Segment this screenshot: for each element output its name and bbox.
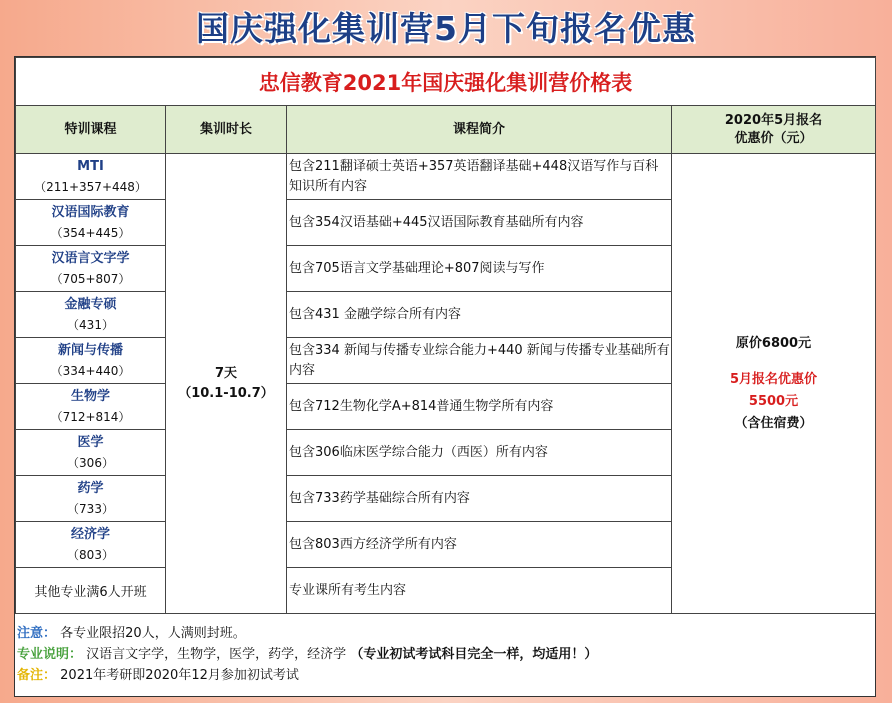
header-price [672,106,876,154]
course-cell [16,522,166,568]
course-code: （803） [67,547,114,562]
course-code: （211+357+448） [34,179,147,194]
course-name: 汉语言文字学 [51,250,130,266]
price-promo-value: 5500元 [748,394,799,409]
course-name: MTI [77,158,104,174]
price-sheet [14,56,876,697]
course-code: （712+814） [50,409,131,424]
table-title: 忠信教育2021年国庆强化集训营价格表 [16,58,876,106]
course-desc: 专业课所有考生内容 [287,568,672,614]
note3-label: 备注： [17,668,57,683]
course-cell [16,200,166,246]
course-code: （733） [67,501,114,516]
note2-text: 汉语言文字学，生物学，医学，药学，经济学 [86,647,347,662]
note1-label: 注意： [17,626,57,641]
course-code: （354+445） [50,225,131,240]
duration-days: 7天 [214,365,238,381]
duration-range: （10.1-10.7） [178,385,274,401]
note1-text: 各专业限招20人，人满则封班。 [60,626,246,641]
header-duration: 集训时长 [166,106,287,154]
course-desc: 包含705语言文学基础理论+807阅读与写作 [287,246,672,292]
course-code: （705+807） [50,271,131,286]
course-name: 新闻与传播 [57,342,123,358]
course-name: 药学 [77,480,104,496]
course-cell [16,568,166,614]
course-desc: 包含803西方经济学所有内容 [287,522,672,568]
course-cell [16,338,166,384]
duration-cell [166,154,287,614]
note3-text: 2021年考研即2020年12月参加初试考试 [60,668,299,683]
course-code: （334+440） [50,363,131,378]
note-line [15,623,875,644]
course-name: 金融专硕 [64,296,117,312]
course-desc: 包含334 新闻与传播专业综合能力+440 新闻与传播专业基础所有内容 [287,338,672,384]
price-note: （含住宿费） [734,416,813,431]
header-row [16,106,876,154]
header-course: 特训课程 [16,106,166,154]
course-name: 汉语国际教育 [51,204,130,220]
header-price-line1: 2020年5月报名 [724,112,823,128]
course-cell [16,292,166,338]
course-code: （431） [67,317,114,332]
price-cell [672,154,876,614]
note-line [15,665,875,686]
header-price-line2: 优惠价（元） [734,130,813,146]
course-cell [16,384,166,430]
note2-bold: （专业初试考试科目完全一样，均适用！） [350,647,598,662]
price-promo-label: 5月报名优惠价 [729,372,818,387]
course-desc: 包含431 金融学综合所有内容 [287,292,672,338]
note-line [15,644,875,665]
course-desc: 包含733药学基础综合所有内容 [287,476,672,522]
course-cell [16,476,166,522]
course-name: 医学 [77,434,104,450]
other-course-name: 其他专业满6人开班 [34,585,147,600]
course-cell [16,430,166,476]
course-cell [16,154,166,200]
course-name: 生物学 [70,388,110,404]
course-desc: 包含211翻译硕士英语+357英语翻译基础+448汉语写作与百科知识所有内容 [287,154,672,200]
header-intro: 课程简介 [287,106,672,154]
banner-title: 国庆强化集训营5月下旬报名优惠 [196,9,696,48]
notes-section [15,623,875,686]
price-table [15,57,876,614]
course-name: 经济学 [70,526,110,542]
course-desc: 包含712生物化学A+814普通生物学所有内容 [287,384,672,430]
note2-label: 专业说明： [17,647,83,662]
table-row [16,154,876,200]
course-cell [16,246,166,292]
price-original: 原价6800元 [735,336,812,351]
course-code: （306） [67,455,114,470]
course-desc: 包含306临床医学综合能力（西医）所有内容 [287,430,672,476]
course-desc: 包含354汉语基础+445汉语国际教育基础所有内容 [287,200,672,246]
